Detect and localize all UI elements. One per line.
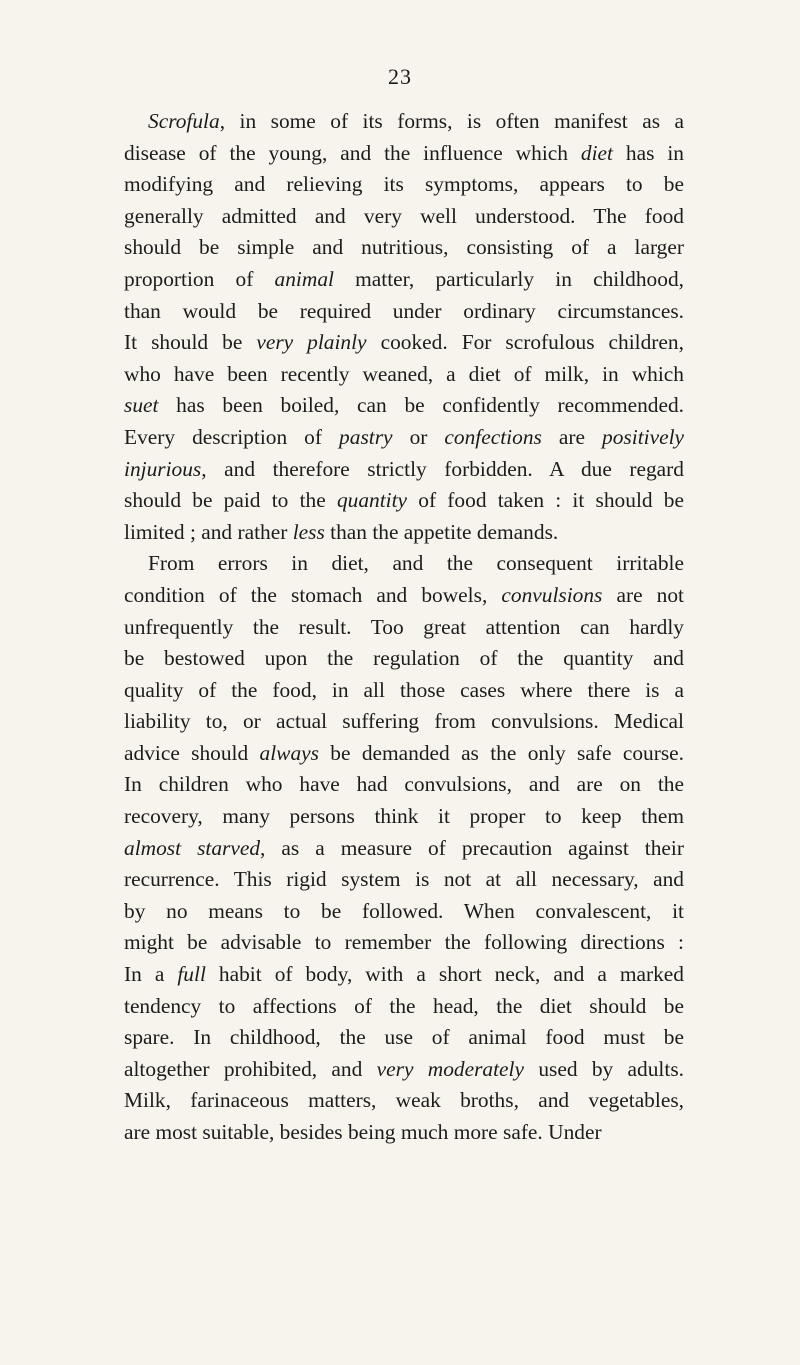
text-line [124, 327, 684, 359]
text-run: quality of the food, in all those cases where there is a [124, 677, 684, 702]
italic-text: full [177, 962, 206, 987]
text-run: , as a measure of precaution against their [260, 835, 684, 860]
text-line [124, 864, 684, 896]
text-line [124, 738, 684, 770]
text-line [124, 201, 684, 233]
text-run: generally admitted and very well understood. The food [124, 203, 684, 228]
text-line [124, 232, 684, 264]
text-line [124, 959, 684, 991]
text-run: modifying and relieving its symptoms, appears to be [124, 172, 684, 197]
text-line [124, 517, 684, 549]
text-run: proportion of [124, 266, 275, 291]
text-line [124, 359, 684, 391]
text-run: altogether prohibited, and [124, 1056, 377, 1081]
text-line [124, 833, 684, 865]
text-run: condition of the stomach and bowels, [124, 582, 502, 607]
italic-text: confections [444, 424, 542, 449]
italic-text: very moderately [376, 1056, 524, 1081]
text-line [124, 106, 684, 138]
italic-text: diet [580, 140, 613, 165]
text-run: be demanded as the only safe course. [318, 740, 684, 765]
text-line [124, 264, 684, 296]
text-run: habit of body, with a short neck, and a marked [205, 962, 684, 987]
text-run: are most suitable, besides being much more safe. Under [124, 1120, 602, 1144]
text-run: liability to, or actual suffering from convulsions. Medical [124, 709, 684, 734]
italic-text: quantity [336, 488, 408, 513]
text-run: , and therefore strictly forbidden. A due regard [201, 456, 684, 481]
italic-text: convulsions [501, 582, 603, 607]
text-run: In children who have had convulsions, and are on the [124, 772, 684, 797]
text-line [124, 927, 684, 959]
text-run: From errors in diet, and the consequent irritable [148, 551, 684, 576]
text-run: cooked. For scrofulous children, [366, 330, 684, 355]
italic-text: always [259, 740, 319, 765]
text-run: recovery, many persons think it proper to keep them [124, 804, 684, 829]
text-line [124, 390, 684, 422]
text-run: tendency to affections of the head, the diet should be [124, 993, 684, 1018]
italic-text: less [292, 519, 325, 544]
text-line [124, 896, 684, 928]
italic-text: animal [274, 266, 334, 291]
text-run: has been boiled, can be confidently recommended. [158, 393, 684, 418]
text-line [124, 643, 684, 675]
text-run: be bestowed upon the regulation of the quantity and [124, 646, 684, 671]
text-run: or [392, 424, 445, 449]
italic-text: injurious [124, 456, 202, 481]
text-line [124, 612, 684, 644]
text-line [124, 1117, 684, 1149]
text-line [124, 548, 684, 580]
italic-text: almost starved [124, 835, 261, 860]
text-line [124, 769, 684, 801]
text-run: limited ; and rather [124, 519, 293, 544]
text-run: unfrequently the result. Too great attention can hardly [124, 614, 684, 639]
text-run: used by adults. [524, 1056, 684, 1081]
italic-text: suet [124, 393, 159, 418]
text-run: recurrence. This rigid system is not at all necessary, and [124, 867, 684, 892]
text-run: are [541, 424, 603, 449]
text-run: by no means to be followed. When convalescent, it [124, 898, 684, 923]
text-run: matter, particularly in childhood, [333, 266, 684, 291]
text-run: Every description of [124, 424, 340, 449]
text-run: are not [602, 582, 684, 607]
text-run: In a [124, 962, 178, 987]
text-run: spare. In childhood, the use of animal food must be [124, 1025, 684, 1050]
text-run: It should be [124, 330, 257, 355]
text-run: Milk, farinaceous matters, weak broths, and vegetables, [124, 1088, 684, 1113]
text-run: , in some of its forms, is often manifest as a [219, 109, 684, 133]
text-line [124, 422, 684, 454]
text-run: might be advisable to remember the following directions : [124, 930, 684, 955]
text-run: disease of the young, and the influence which [124, 140, 581, 165]
text-run: of food taken : it should be [407, 488, 684, 513]
text-run: should be simple and nutritious, consisting of a larger [124, 235, 684, 260]
text-line [124, 296, 684, 328]
text-line [124, 138, 684, 170]
italic-text: positively [602, 424, 685, 449]
text-run: advice should [124, 740, 260, 765]
text-line [124, 675, 684, 707]
text-run: than the appetite demands. [324, 519, 559, 544]
italic-text: very plainly [256, 330, 367, 355]
text-line [124, 801, 684, 833]
page-number: 23 [388, 64, 412, 89]
text-line [124, 1054, 684, 1086]
text-line [124, 485, 684, 517]
text-line [124, 454, 684, 486]
text-run: should be paid to the [124, 488, 337, 513]
body-text [124, 106, 684, 1149]
text-run: has in [612, 140, 684, 165]
text-run: who have been recently weaned, a diet of milk, in which [124, 361, 684, 386]
italic-text: Scrofula [148, 109, 220, 133]
text-line [124, 991, 684, 1023]
text-line [124, 1022, 684, 1054]
text-line [124, 1085, 684, 1117]
text-line [124, 580, 684, 612]
text-run: than would be required under ordinary circumstances. [124, 298, 684, 323]
text-line [124, 169, 684, 201]
text-line [124, 706, 684, 738]
italic-text: pastry [339, 424, 393, 449]
